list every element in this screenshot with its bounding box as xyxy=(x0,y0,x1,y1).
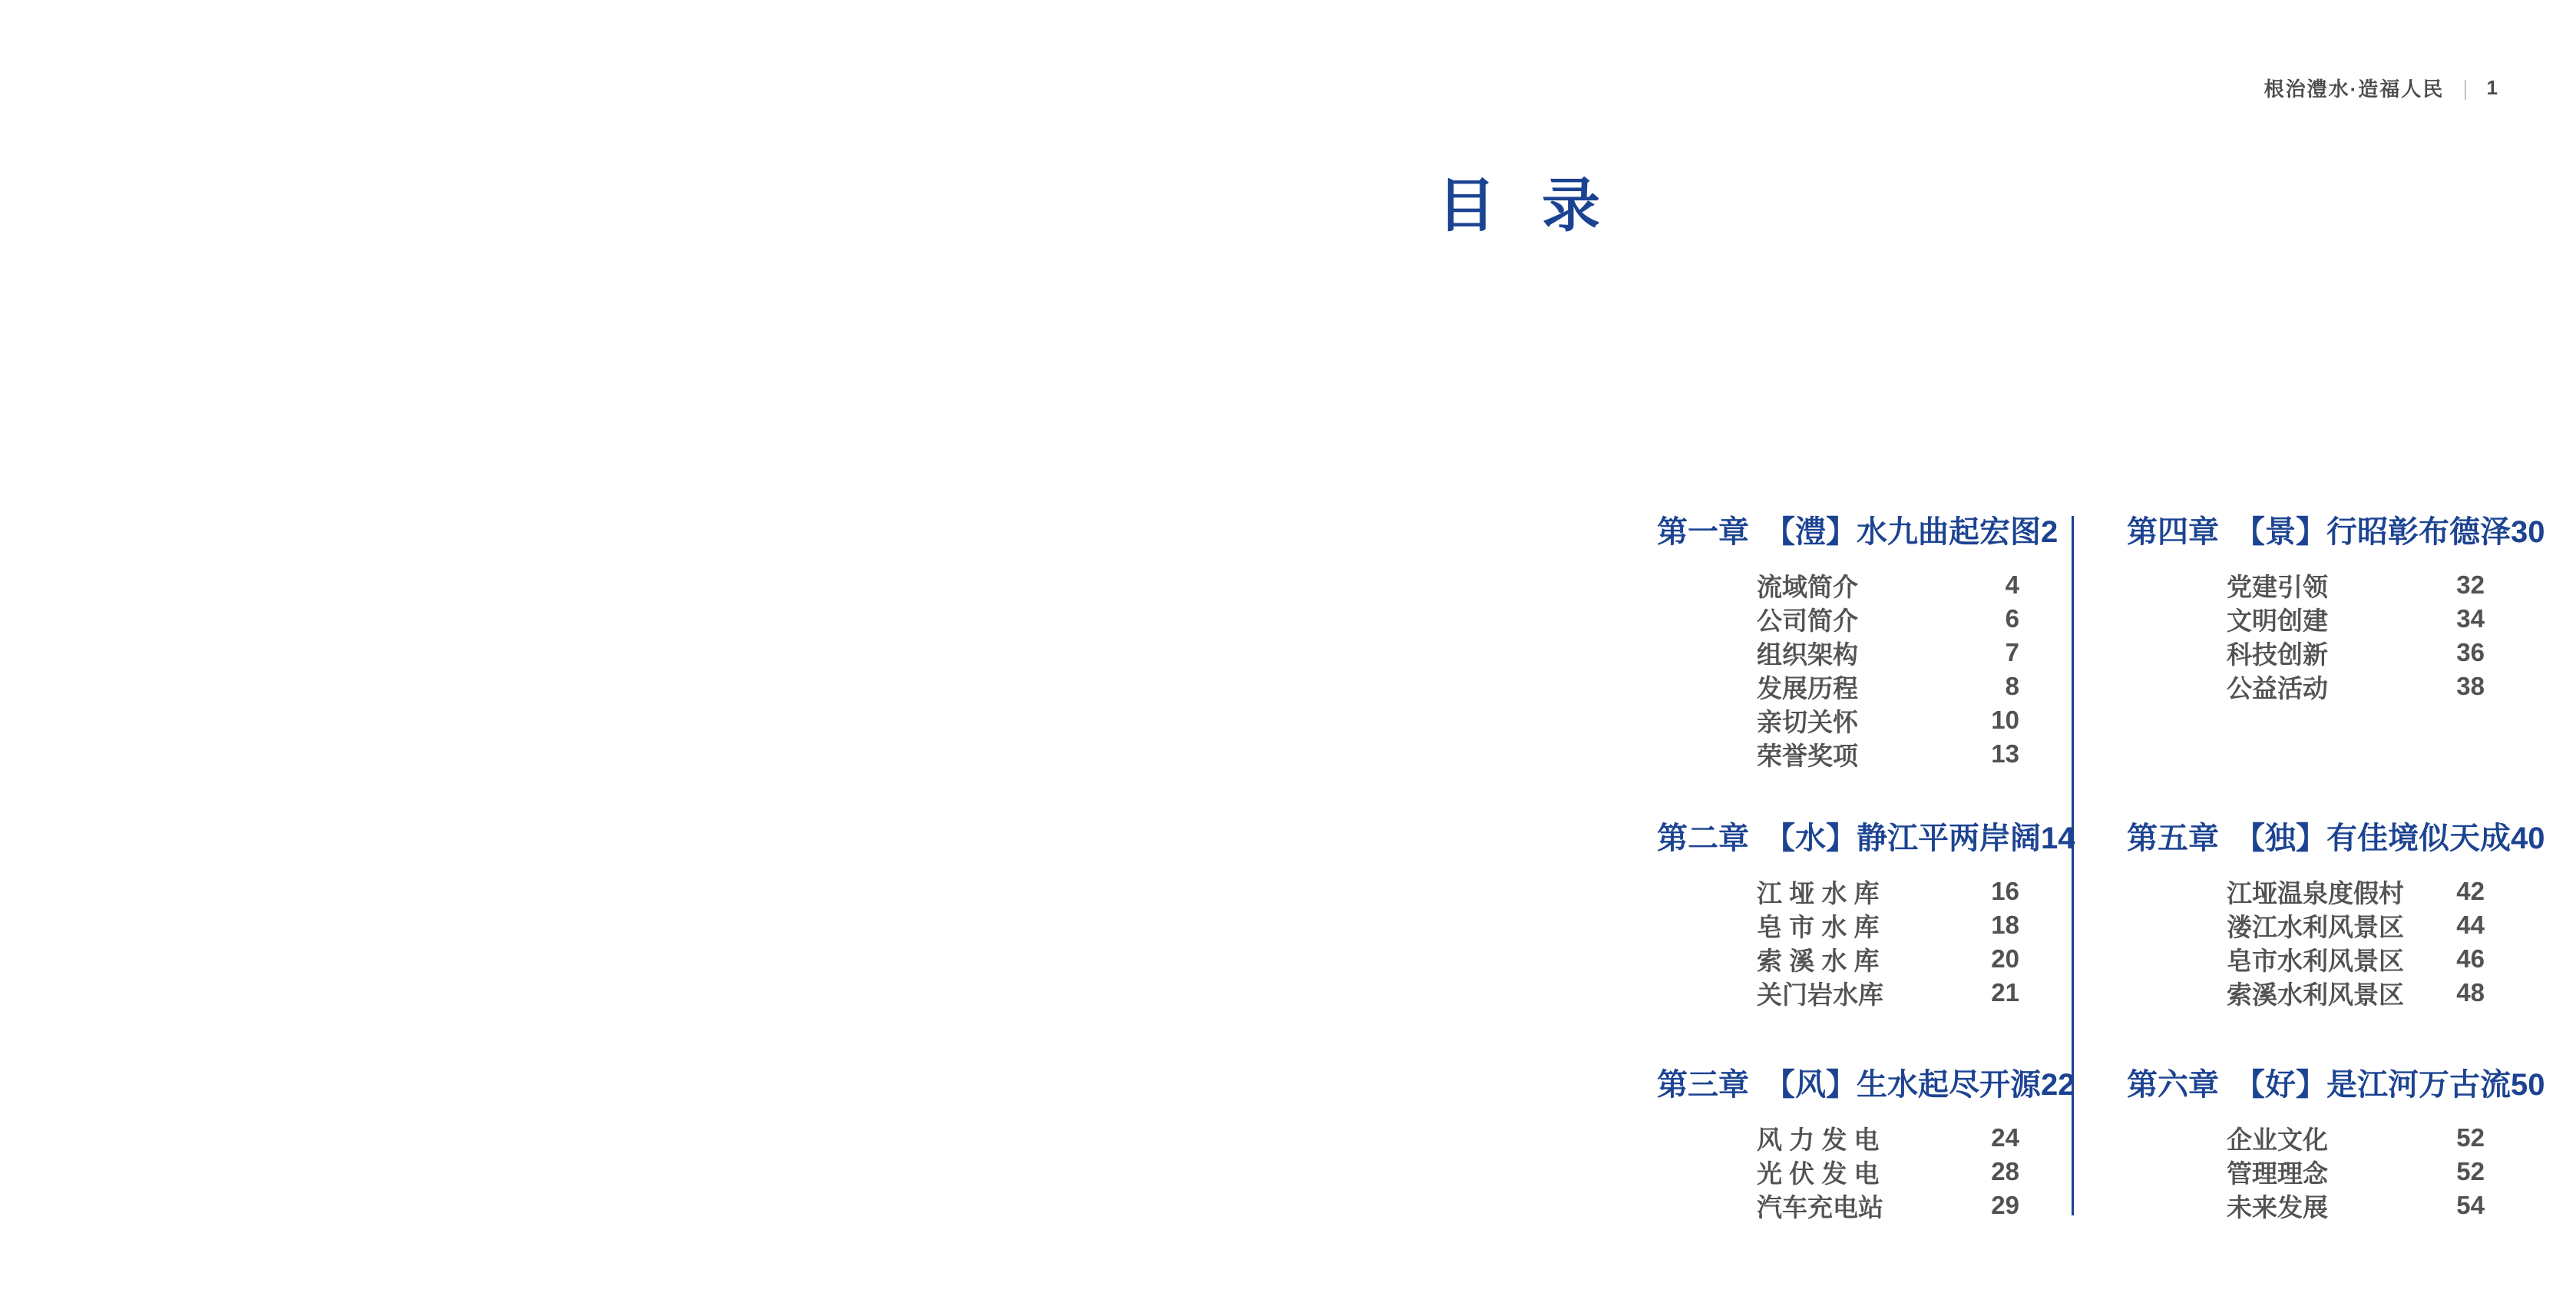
toc-item-label: 党建引领 xyxy=(2227,572,2328,601)
toc-item-page-number: 52 xyxy=(2456,1157,2485,1185)
chapter-label: 第三章 xyxy=(1657,1068,1749,1102)
toc-item-page-number: 21 xyxy=(1991,978,2019,1007)
toc-item-label: 企业文化 xyxy=(2227,1125,2328,1154)
toc-item-page-number: 32 xyxy=(2456,570,2485,599)
chapter-items xyxy=(2127,568,2485,703)
toc-item-label: 风 力 发 电 xyxy=(1757,1125,1880,1154)
header-page-number: 1 xyxy=(2486,76,2499,99)
chapter-items xyxy=(1657,1121,2019,1222)
toc-item-label: 公司简介 xyxy=(1757,606,1858,635)
toc-item-page-number: 24 xyxy=(1991,1123,2019,1152)
toc-item[interactable] xyxy=(1757,1155,2019,1189)
toc-section xyxy=(2127,1068,2545,1222)
toc-item[interactable] xyxy=(1757,942,2019,976)
toc-item-label: 组织架构 xyxy=(1757,640,1858,669)
toc-item-label: 科技创新 xyxy=(2227,640,2328,669)
chapter-title: 【景】行昭彰布德泽 xyxy=(2234,515,2511,549)
chapter-page-number: 40 xyxy=(2511,822,2545,855)
toc-item-page-number: 6 xyxy=(2005,604,2019,633)
toc-item[interactable] xyxy=(1757,737,2019,771)
chapter-label: 第六章 xyxy=(2127,1068,2219,1102)
toc-item-page-number: 52 xyxy=(2456,1123,2485,1152)
chapter-title: 【好】是江河万古流 xyxy=(2234,1068,2511,1102)
toc-item-label: 溇江水利风景区 xyxy=(2227,912,2404,941)
toc-item-page-number: 16 xyxy=(1991,877,2019,905)
toc-item[interactable] xyxy=(1757,976,2019,1010)
toc-item-label: 文明创建 xyxy=(2227,606,2328,635)
toc-item[interactable] xyxy=(2227,875,2485,908)
toc-item-page-number: 48 xyxy=(2456,978,2485,1007)
toc-item-page-number: 54 xyxy=(2456,1191,2485,1219)
toc-item[interactable] xyxy=(1757,703,2019,737)
toc-item-label: 索溪水利风景区 xyxy=(2227,980,2404,1009)
toc-item-page-number: 18 xyxy=(1991,911,2019,939)
toc-item-page-number: 36 xyxy=(2456,638,2485,666)
toc-item-page-number: 38 xyxy=(2456,672,2485,700)
chapter-label: 第四章 xyxy=(2127,515,2219,549)
chapter-page-number: 14 xyxy=(2041,822,2075,855)
toc-item[interactable] xyxy=(1757,908,2019,942)
toc-item-page-number: 42 xyxy=(2456,877,2485,905)
chapter-items xyxy=(1657,875,2019,1010)
page-title: 目录 xyxy=(1437,174,1646,239)
toc-item[interactable] xyxy=(2227,1121,2485,1155)
toc-item-page-number: 46 xyxy=(2456,944,2485,973)
toc-item-page-number: 34 xyxy=(2456,604,2485,633)
chapter-page-number: 2 xyxy=(2041,515,2058,549)
toc-section xyxy=(1657,515,2058,771)
toc-item-page-number: 44 xyxy=(2456,911,2485,939)
chapter-title: 【独】有佳境似天成 xyxy=(2234,822,2511,855)
toc-item-label: 江垭温泉度假村 xyxy=(2227,878,2404,908)
toc-item-label: 皂市水利风景区 xyxy=(2227,946,2404,975)
toc-item-page-number: 8 xyxy=(2005,672,2019,700)
chapter-label: 第二章 xyxy=(1657,822,1749,855)
toc-item-page-number: 7 xyxy=(2005,638,2019,666)
toc-item[interactable] xyxy=(1757,1121,2019,1155)
toc-item[interactable] xyxy=(1757,875,2019,908)
chapter-page-number: 30 xyxy=(2511,515,2545,549)
chapter-page-number: 50 xyxy=(2511,1068,2545,1102)
toc-item[interactable] xyxy=(2227,670,2485,703)
toc-item-page-number: 20 xyxy=(1991,944,2019,973)
toc-item-page-number: 13 xyxy=(1991,739,2019,768)
toc-section xyxy=(1657,822,2075,1010)
chapter-heading[interactable] xyxy=(2127,822,2545,855)
toc-item[interactable] xyxy=(2227,602,2485,636)
toc-item-label: 发展历程 xyxy=(1757,673,1858,703)
header-separator: | xyxy=(2463,75,2468,100)
toc-item-label: 荣誉奖项 xyxy=(1757,741,1858,770)
toc-item-label: 皂 市 水 库 xyxy=(1757,912,1880,941)
toc-item[interactable] xyxy=(2227,636,2485,670)
chapter-label: 第一章 xyxy=(1657,515,1749,549)
toc-item-label: 关门岩水库 xyxy=(1757,980,1883,1009)
toc-item[interactable] xyxy=(2227,908,2485,942)
chapter-page-number: 22 xyxy=(2041,1068,2075,1102)
toc-section xyxy=(2127,515,2545,703)
chapter-items xyxy=(2127,875,2485,1010)
toc-item[interactable] xyxy=(1757,568,2019,602)
toc-item-page-number: 29 xyxy=(1991,1191,2019,1219)
toc-item-label: 索 溪 水 库 xyxy=(1757,946,1880,975)
toc-item[interactable] xyxy=(1757,636,2019,670)
toc-item-label: 汽车充电站 xyxy=(1757,1192,1883,1222)
toc-item-page-number: 4 xyxy=(2005,570,2019,599)
header-slogan: 根治澧水·造福人民 xyxy=(2264,78,2445,101)
chapter-items xyxy=(2127,1121,2485,1222)
toc-item[interactable] xyxy=(2227,1189,2485,1222)
chapter-heading[interactable] xyxy=(2127,515,2545,549)
toc-item-label: 流域简介 xyxy=(1757,572,1858,601)
chapter-heading[interactable] xyxy=(2127,1068,2545,1102)
toc-item[interactable] xyxy=(2227,568,2485,602)
toc-section xyxy=(2127,822,2545,1010)
toc-item[interactable] xyxy=(2227,976,2485,1010)
toc-item-label: 管理理念 xyxy=(2227,1159,2328,1188)
toc-section xyxy=(1657,1068,2075,1222)
chapter-title: 【风】生水起尽开源 xyxy=(1764,1068,2041,1102)
toc-item[interactable] xyxy=(1757,1189,2019,1222)
chapter-heading[interactable] xyxy=(1657,1068,2075,1102)
chapter-heading[interactable] xyxy=(1657,822,2075,855)
chapter-items xyxy=(1657,568,2019,771)
toc-item[interactable] xyxy=(1757,602,2019,636)
toc-item[interactable] xyxy=(1757,670,2019,703)
toc-item-page-number: 10 xyxy=(1991,706,2019,734)
chapter-label: 第五章 xyxy=(2127,822,2219,855)
toc-item-page-number: 28 xyxy=(1991,1157,2019,1185)
toc-item-label: 未来发展 xyxy=(2227,1192,2328,1222)
toc-item[interactable] xyxy=(2227,1155,2485,1189)
toc-column-left xyxy=(1657,0,2075,1306)
toc-item-label: 江 垭 水 库 xyxy=(1757,878,1880,908)
chapter-heading[interactable] xyxy=(1657,515,2058,549)
toc-item-label: 亲切关怀 xyxy=(1757,707,1858,736)
chapter-title: 【水】静江平两岸阔 xyxy=(1764,822,2041,855)
column-divider xyxy=(2072,516,2074,1215)
toc-item-label: 光 伏 发 电 xyxy=(1757,1159,1880,1188)
toc-item-label: 公益活动 xyxy=(2227,673,2328,703)
chapter-title: 【澧】水九曲起宏图 xyxy=(1764,515,2041,549)
toc-item[interactable] xyxy=(2227,942,2485,976)
toc-column-right xyxy=(2127,0,2545,1306)
